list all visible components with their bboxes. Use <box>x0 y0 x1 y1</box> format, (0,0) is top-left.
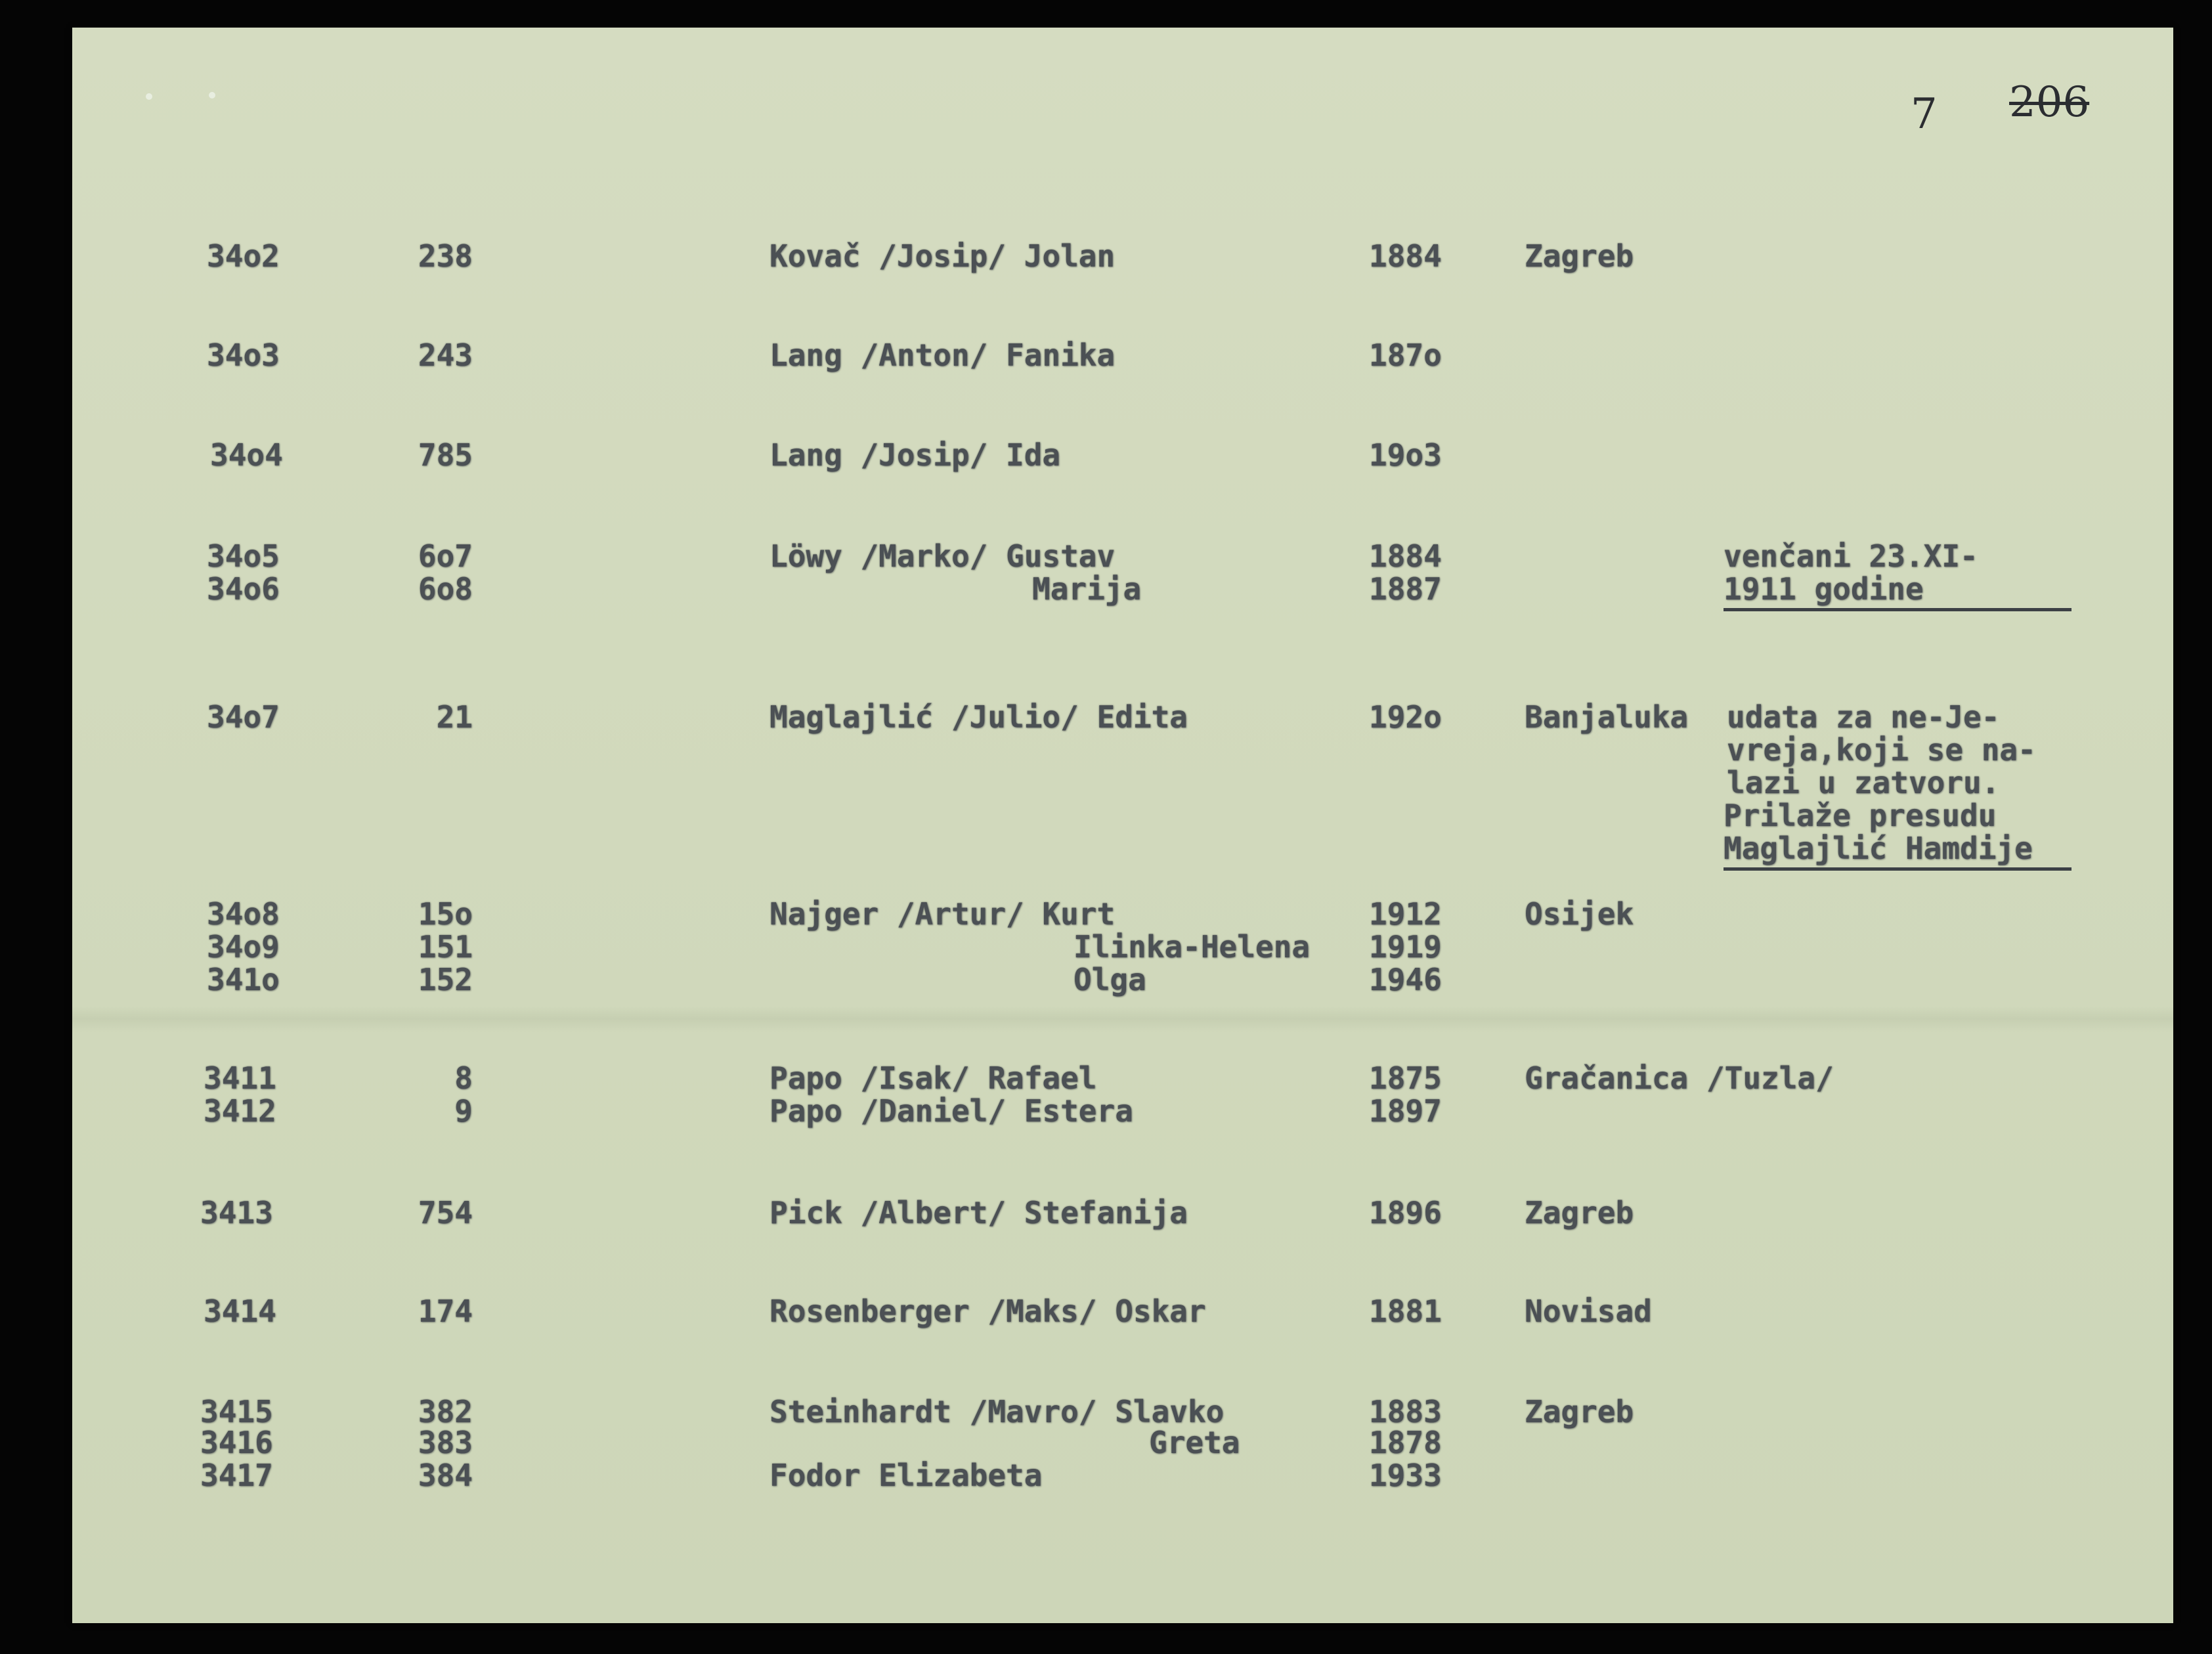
entry-name: Ilinka-Helena <box>1073 929 1311 965</box>
entry-number: 34o5 <box>207 538 280 574</box>
entry-id: 382 <box>418 1394 473 1429</box>
entry-year: 1919 <box>1369 929 1442 965</box>
entry-id: 383 <box>418 1425 473 1460</box>
note-line: venčani 23.XI- <box>1724 538 1978 574</box>
entry-number: 34o8 <box>207 896 280 932</box>
note-line: Prilaže presudu <box>1724 798 1997 833</box>
entry-year: 1946 <box>1369 962 1442 997</box>
entry-name: Löwy /Marko/ Gustav <box>770 538 1116 574</box>
entry-name: Kovač /Josip/ Jolan <box>770 238 1116 274</box>
entry-year: 19o3 <box>1369 437 1442 473</box>
entry-number: 34o3 <box>207 337 280 373</box>
entry-year: 1881 <box>1369 1294 1442 1329</box>
entry-number: 34o9 <box>207 929 280 965</box>
note-line: Maglajlić Hamdije <box>1724 833 2071 871</box>
entry-number: 3414 <box>204 1294 276 1329</box>
entry-id: 151 <box>418 929 473 965</box>
entry-number: 34o2 <box>207 238 280 274</box>
entry-name: Steinhardt /Mavro/ Slavko <box>770 1394 1225 1429</box>
document-page <box>72 28 2173 1623</box>
note-line: udata za ne-Je- <box>1727 699 2000 735</box>
entry-place: Zagreb <box>1525 1195 1634 1230</box>
entry-name: Maglajlić /Julio/ Edita <box>770 699 1188 735</box>
old-page-number: 206 <box>2009 78 2090 127</box>
entry-number: 34o4 <box>210 437 283 473</box>
entry-number: 3415 <box>200 1394 273 1429</box>
entry-year: 1912 <box>1369 896 1442 932</box>
entry-name: Fodor Elizabeta <box>770 1458 1043 1493</box>
entry-name: Rosenberger /Maks/ Oskar <box>770 1294 1206 1329</box>
entry-number: 3411 <box>204 1060 276 1096</box>
entry-id: 152 <box>418 962 473 997</box>
entry-name: Lang /Anton/ Fanika <box>770 337 1116 373</box>
entry-place: Zagreb <box>1525 238 1634 274</box>
entry-place: Novisad <box>1525 1294 1652 1329</box>
entry-id: 21 <box>436 699 473 735</box>
entry-id: 174 <box>418 1294 473 1329</box>
entry-number: 3416 <box>200 1425 273 1460</box>
entry-place: Banjaluka <box>1525 699 1689 735</box>
entry-place: Zagreb <box>1525 1394 1634 1429</box>
entry-name: Greta <box>1149 1425 1240 1460</box>
entry-name: Pick /Albert/ Stefanija <box>770 1195 1188 1230</box>
note-line: vreja,koji se na- <box>1727 732 2036 768</box>
entry-year: 1878 <box>1369 1425 1442 1460</box>
entry-year: 1896 <box>1369 1195 1442 1230</box>
entry-id: 6o8 <box>418 571 473 607</box>
note-line: 1911 godine <box>1724 574 2071 611</box>
entry-year: 187o <box>1369 337 1442 373</box>
page-number: 7 <box>1911 90 1938 139</box>
entry-year: 1887 <box>1369 571 1442 607</box>
entry-id: 8 <box>454 1060 473 1096</box>
entry-year: 1883 <box>1369 1394 1442 1429</box>
entry-name: Papo /Daniel/ Estera <box>770 1093 1133 1129</box>
entry-year: 192o <box>1369 699 1442 735</box>
entry-number: 3412 <box>204 1093 276 1129</box>
note-line: lazi u zatvoru. <box>1727 765 2000 800</box>
entry-year: 1884 <box>1369 238 1442 274</box>
entry-year: 1875 <box>1369 1060 1442 1096</box>
entry-name: Olga <box>1073 962 1146 997</box>
entry-name: Lang /Josip/ Ida <box>770 437 1061 473</box>
entry-id: 243 <box>418 337 473 373</box>
entry-name: Papo /Isak/ Rafael <box>770 1060 1097 1096</box>
entry-number: 341o <box>207 962 280 997</box>
entry-year: 1897 <box>1369 1093 1442 1129</box>
entry-year: 1933 <box>1369 1458 1442 1493</box>
entry-id: 384 <box>418 1458 473 1493</box>
entry-id: 9 <box>454 1093 473 1129</box>
entry-id: 6o7 <box>418 538 473 574</box>
entry-number: 34o7 <box>207 699 280 735</box>
entry-number: 3417 <box>200 1458 273 1493</box>
entry-number: 3413 <box>200 1195 273 1230</box>
entry-place: Gračanica /Tuzla/ <box>1525 1060 1834 1096</box>
entry-id: 15o <box>418 896 473 932</box>
entry-name: Najger /Artur/ Kurt <box>770 896 1116 932</box>
entry-name: Marija <box>1032 571 1142 607</box>
entry-year: 1884 <box>1369 538 1442 574</box>
entry-place: Osijek <box>1525 896 1634 932</box>
entry-number: 34o6 <box>207 571 280 607</box>
entry-id: 238 <box>418 238 473 274</box>
entry-id: 785 <box>418 437 473 473</box>
entry-id: 754 <box>418 1195 473 1230</box>
